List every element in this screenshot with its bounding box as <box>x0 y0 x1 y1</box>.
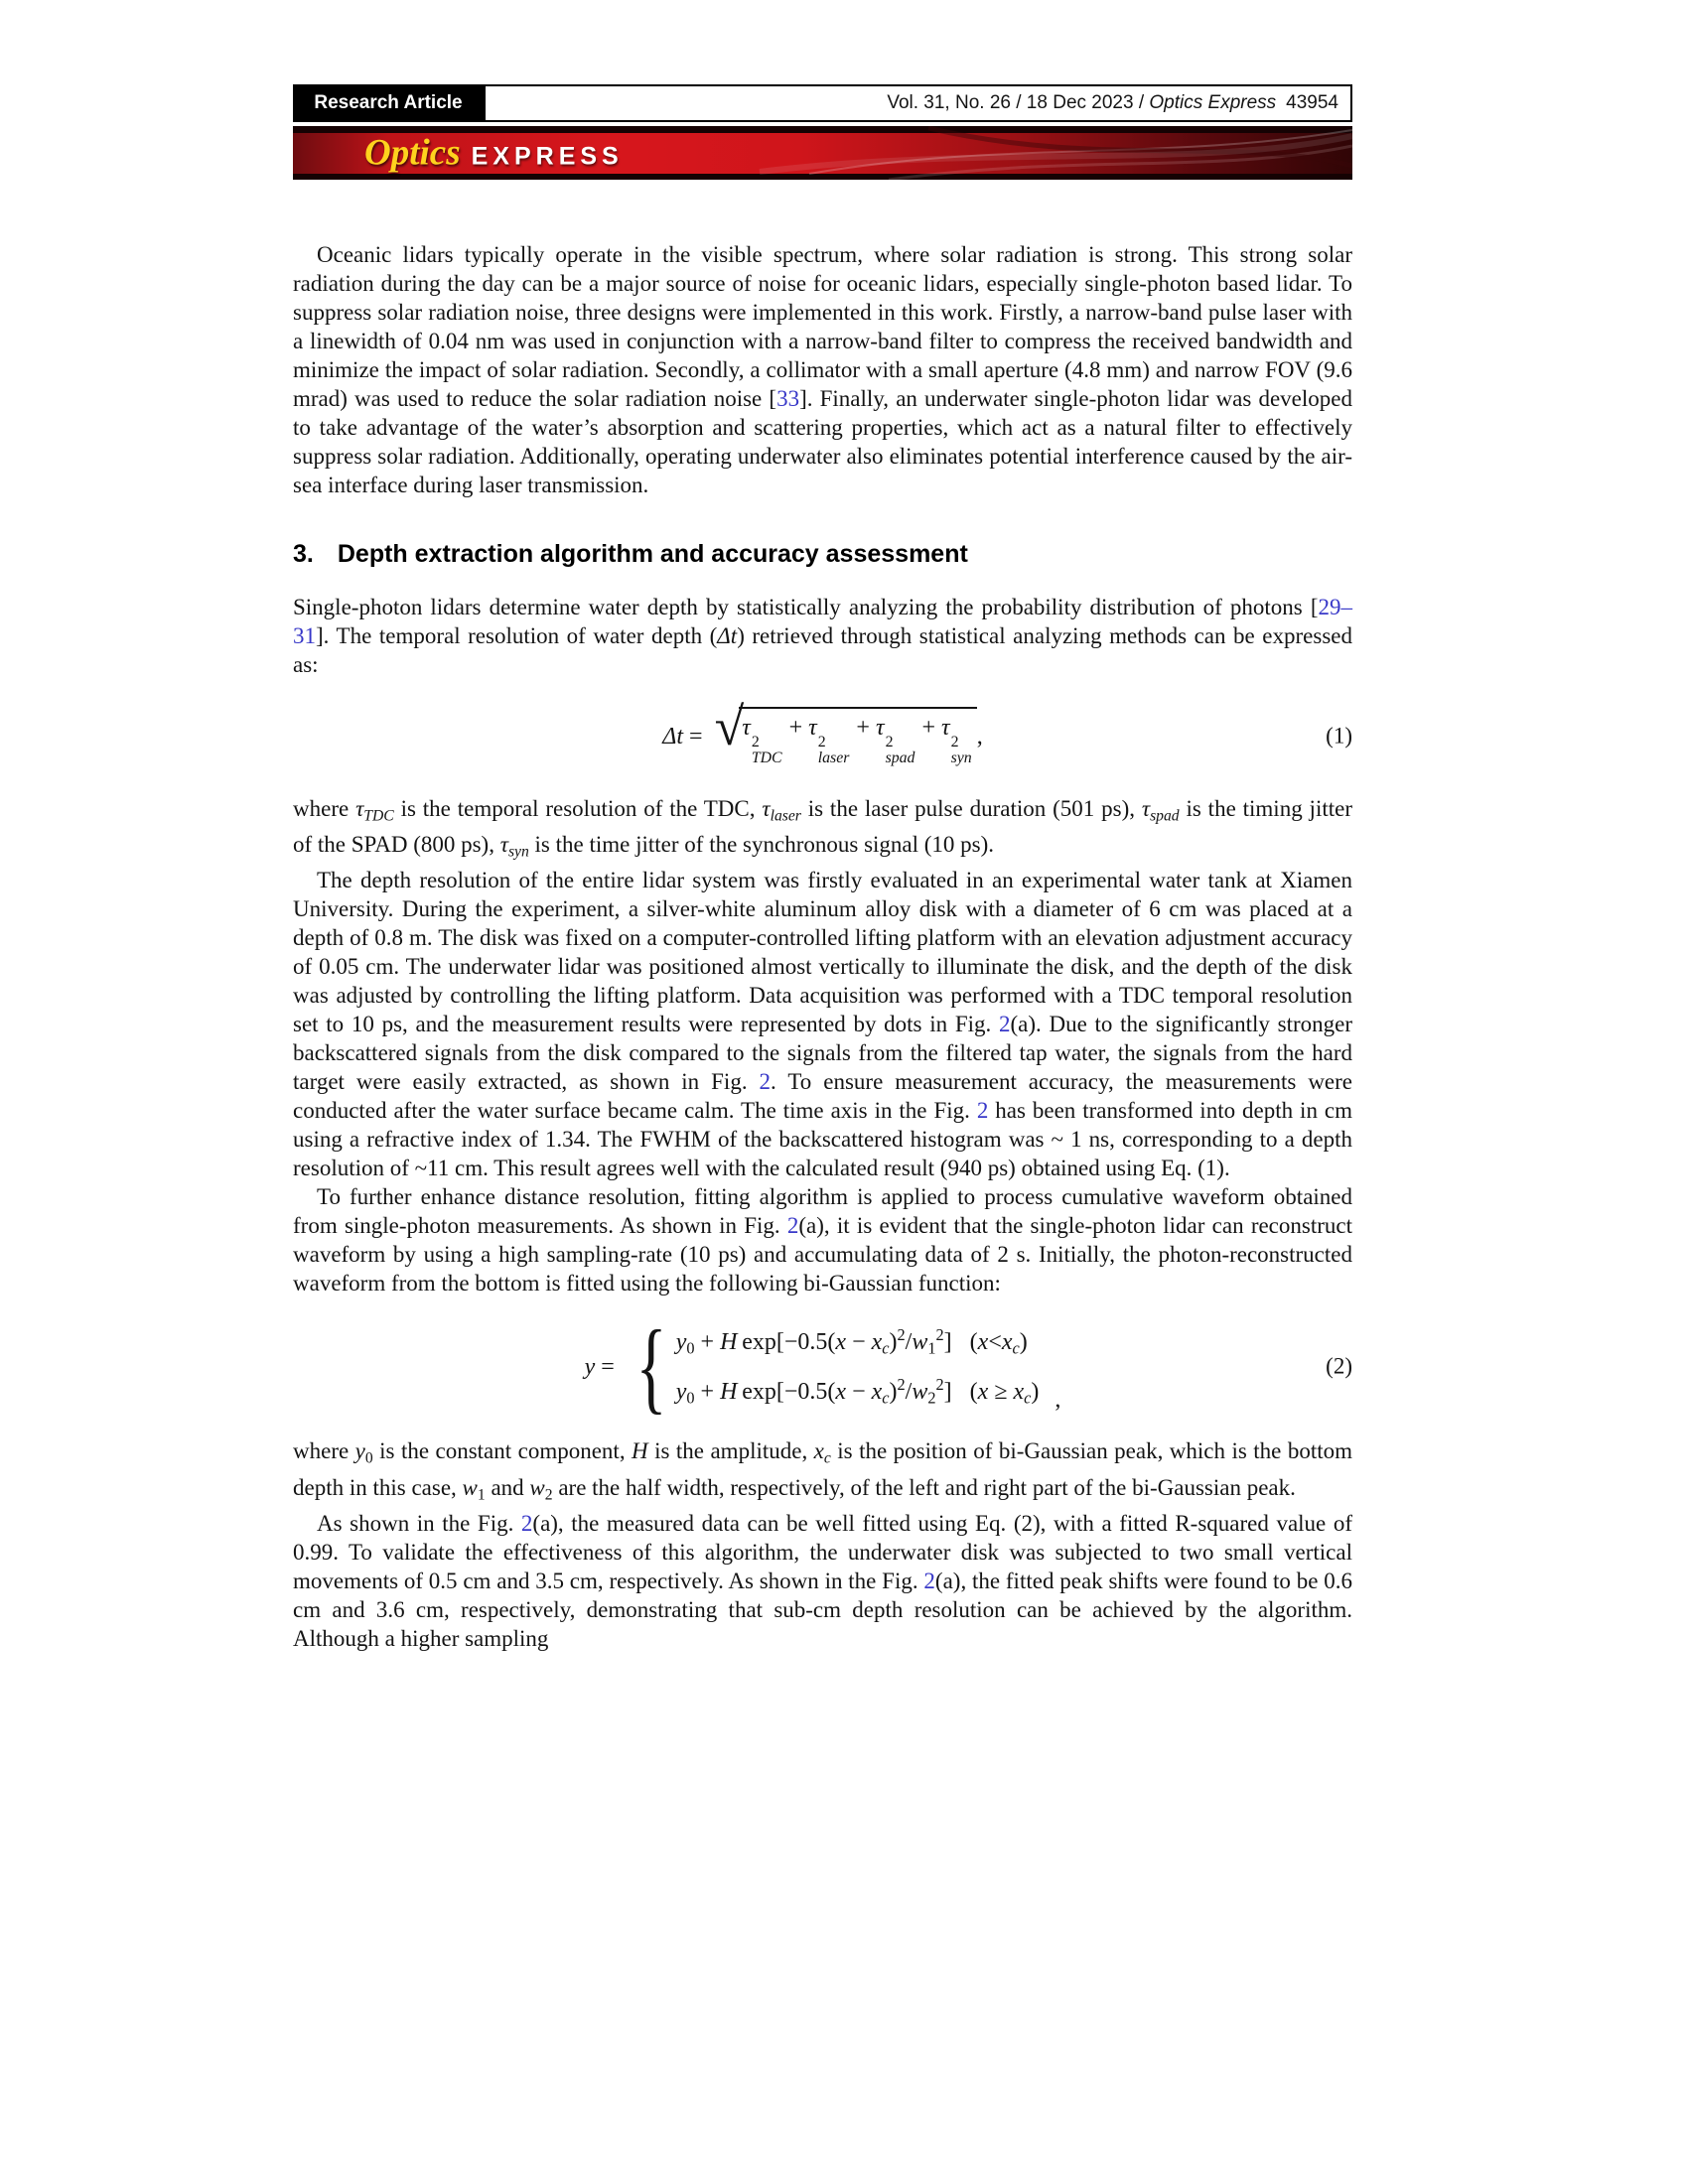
citation-link[interactable]: 29–31 <box>293 595 1352 648</box>
journal-logo <box>364 132 624 175</box>
citation-link[interactable]: 2 <box>786 1213 799 1239</box>
paragraph-equation-1-terms: where $\tau_{TDC}$ is the temporal resolution of the TDC, $\tau_{laser}$ is the laser pulse duration (501 ps), $\tau_{spad}$ is the timing jitter of the SPAD (800 ps), $\tau_{syn}$ is the time jitter of the synchronous signal (10 ps). <box>293 795 1352 861</box>
paragraph-solar-noise-suppression: Oceanic lidars typically operate in the visible spectrum, where solar radiation is strong. This strong solar radiation during the day can be a major source of noise for oceanic lidars, especially single-photon based lidar. To suppress solar radiation noise, three designs were implemented in this work. Firstly, a narrow-band pulse laser with a linewidth of 0.04 nm was used in conjunction with a narrow-band filter to compress the received bandwidth and minimize the impact of solar radiation. Secondly, a collimator with a small aperture (4.8 mm) and narrow FOV (9.6 mrad) was used to reduce the solar radiation noise [33]. Finally, an underwater single-photon lidar was developed to take advantage of the water’s absorption and scattering properties, which act as a natural filter to effectively suppress solar radiation. Additionally, operating underwater also eliminates potential interference caused by the air-sea interface during laser transmission. <box>293 242 1352 497</box>
equation-number-2: (2) <box>1326 1353 1352 1379</box>
citation-journal: Optics Express <box>1149 92 1277 113</box>
equation-1-radicand: τ 2 TDC + τ 2 laser + τ 2 spad + τ 2 syn <box>739 707 977 766</box>
equation-1-lhs: Δt = <box>662 723 709 750</box>
equation-1 <box>293 697 1352 766</box>
citation-link[interactable]: 2 <box>923 1568 935 1593</box>
journal-logo-optics: Optics <box>364 132 461 174</box>
journal-logo-express: EXPRESS <box>471 142 624 171</box>
citation-link[interactable]: 2 <box>759 1069 772 1095</box>
section-title: Depth extraction algorithm and accuracy assessment <box>337 540 968 568</box>
equation-number-1: (1) <box>1326 723 1352 749</box>
citation-link[interactable]: 2 <box>976 1098 989 1124</box>
citation-link[interactable]: 33 <box>776 386 800 411</box>
equation-2-case-2: $y_0 + H$ $\exp[-0.5(x - x_c)^2/w_2^2]$ $(x \ge x_c)$ <box>675 1375 1040 1408</box>
citation-link[interactable]: 2 <box>998 1012 1011 1037</box>
citation-volume: Vol. 31, No. 26 / 18 Dec 2023 / <box>887 92 1150 113</box>
article-type-badge: Research Article <box>293 84 484 122</box>
equation-2-comma: , <box>1055 1387 1061 1414</box>
journal-banner <box>293 126 1352 180</box>
section-number: 3. <box>293 540 314 568</box>
paragraph-water-tank-experiment: The depth resolution of the entire lidar system was firstly evaluated in an experimental water tank at Xiamen University. During the experiment, a silver-white aluminum alloy disk with a diameter of 6 cm was placed at a depth of 0.8 m. The disk was fixed on a computer-controlled lifting platform with an elevation adjustment accuracy of 0.05 cm. The underwater lidar was positioned almost vertically to illuminate the disk, and the depth of the disk was adjusted by controlling the lifting platform. Data acquisition was performed with a TDC temporal resolution set to 10 ps, and the measurement results were represented by dots in Fig. 2(a). Due to the significantly stronger backscattered signals from the disk compared to the signals from the filtered tap water, the signals from the hard target were easily extracted, as shown in Fig. 2. To ensure measurement accuracy, the measurements were conducted after the water surface became calm. The time axis in the Fig. 2 has been transformed into depth in cm using a refractive index of 1.34. The FWHM of the backscattered histogram was ~ 1 ns, corresponding to a depth resolution of ~11 cm. This result agrees well with the calculated result (940 ps) obtained using Eq. (1). <box>293 868 1353 1181</box>
stacked-sup-sub: 2 laser <box>817 733 850 766</box>
paragraph-equation-2-terms: where $y_0$ is the constant component, H is the amplitude, $x_c$ is the position of bi-Gaussian peak, which is the bottom depth in this case, $w_1$ and $w_2$ are the half width, respectively, of the left and right part of the bi-Gaussian peak. <box>293 1438 1353 1503</box>
equation-2 <box>293 1309 1352 1425</box>
article-body <box>293 240 1352 1653</box>
stacked-sup-sub: 2 spad <box>885 733 915 766</box>
case-rows <box>676 1325 1040 1409</box>
stacked-sup-sub: 2 syn <box>950 733 972 766</box>
equation-1-comma: , <box>976 723 983 750</box>
radical <box>714 697 977 766</box>
stacked-sup-sub: 2 TDC <box>751 733 782 766</box>
section-heading <box>293 539 1352 569</box>
header-bar <box>293 84 1352 122</box>
bi-gaussian-cases: { $y_0 + H$ $\exp[-0.5(x - x_c)^2/w_1^2]$ $(x<x_c)$ $y_0 + H$ $\exp[-0.5(x - x_c)^2/w_2^2]$ $(x \ge x_c)$ , <box>635 1309 1061 1425</box>
radical-sign-icon: √ <box>714 697 745 756</box>
equation-2-lhs: y = <box>584 1354 621 1381</box>
paragraph-fitting-algorithm-intro: To further enhance distance resolution, fitting algorithm is applied to process cumulative waveform obtained from single-photon measurements. As shown in Fig. 2(a), it is evident that the single-photon lidar can reconstruct waveform by using a high sampling-rate (10 ps) and accumulating data of 2 s. Initially, the photon-reconstructed waveform from the bottom is fitted using the following bi-Gaussian function: <box>293 1184 1352 1297</box>
paragraph-temporal-resolution-intro: Single-photon lidars determine water depth by statistically analyzing the probability distribution of photons [29–31]. The temporal resolution of water depth (Δt) retrieved through statistical analyzing methods can be expressed as: <box>293 595 1352 677</box>
citation-link[interactable]: 2 <box>520 1510 533 1536</box>
paragraph-fit-validation: As shown in the Fig. 2(a), the measured data can be well fitted using Eq. (2), with a fitted R-squared value of 0.99. To validate the effectiveness of this algorithm, the underwater disk was subjected to two small vertical movements of 0.5 cm and 3.5 cm, respectively. As shown in the Fig. 2(a), the fitted peak shifts were found to be 0.6 cm and 3.6 cm, respectively, demonstrating that sub-cm depth resolution can be achieved by the algorithm. Although a higher sampling <box>293 1510 1352 1651</box>
equation-2-case-1: $y_0 + H$ $\exp[-0.5(x - x_c)^2/w_1^2]$ $(x<x_c)$ <box>675 1325 1028 1358</box>
citation-page-number: 43954 <box>1286 92 1338 113</box>
citation-header <box>484 84 1352 122</box>
